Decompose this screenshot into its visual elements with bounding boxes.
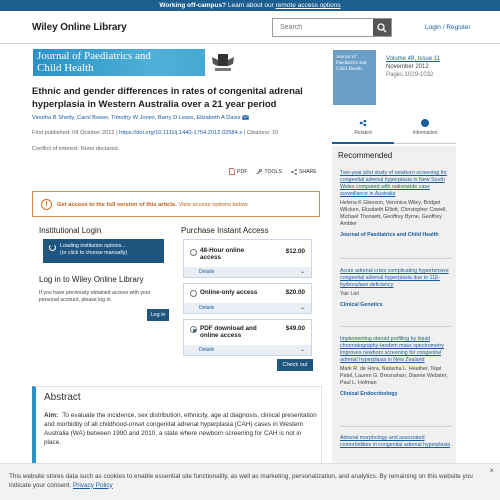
recommended-title-link[interactable]: Two-year pilot study of newborn screening for congenital adrenal hyperplasia in New South Wales compared with nationwide case surveillance in Australia bbox=[340, 170, 447, 197]
option-label bbox=[200, 247, 244, 261]
cookie-text bbox=[9, 473, 479, 490]
chevron-down-icon: ⌄ bbox=[299, 305, 305, 311]
issue-pages: Pages 1029-1032 bbox=[386, 72, 434, 78]
recommended-heading: Recommended bbox=[338, 151, 393, 160]
option-label bbox=[200, 325, 257, 339]
details-label: Details bbox=[199, 269, 215, 275]
purchase-option-online[interactable] bbox=[183, 283, 312, 314]
loading-spinner-icon bbox=[49, 244, 56, 251]
abstract-aim bbox=[44, 411, 319, 447]
option-label: Online-only access bbox=[200, 289, 258, 296]
option-label-line2: access bbox=[200, 254, 222, 261]
doi-link[interactable]: https://doi.org/10.1111/j.1440-1754.2012.02584.x bbox=[119, 130, 243, 136]
journal-badge bbox=[205, 49, 241, 76]
recommended-authors: Mark R. de Hora, Natasha L. Heather, Tejal Patel, Lauren G. Bresnahan, Dianne Webster, Paul L. Hofman bbox=[340, 366, 448, 386]
details-label: Details bbox=[199, 305, 215, 311]
remote-access-banner bbox=[0, 0, 500, 11]
recommended-journal[interactable]: Journal of Paediatrics and Child Health bbox=[340, 232, 439, 238]
author-names[interactable]: Vinutha B Shetty, Carol Bower, Timothy W Jones, Barry D Lewis, Elizabeth A Davis bbox=[32, 115, 241, 121]
recommended-authors: Helena K Gleeson, Veronica Wiley, Bridget Wilcken, Elizabeth Elliott, Christopher Cowell, Michael Thonsett, Geoffrey Byrne, Geoffrey Ambler bbox=[340, 200, 447, 227]
access-notice bbox=[32, 191, 320, 217]
institution-loading-text: Loading institution options... bbox=[60, 243, 126, 249]
recommended-panel bbox=[332, 146, 456, 500]
recommended-item bbox=[340, 170, 452, 239]
recommended-journal[interactable]: Clinical Genetics bbox=[340, 302, 383, 308]
option-details-toggle[interactable] bbox=[184, 267, 311, 277]
divider bbox=[340, 426, 452, 427]
article-title: Ethnic and gender differences in rates of congenital adrenal hyperplasia in Western Australia over a 21 year period bbox=[32, 86, 303, 110]
tab-related-label: Related bbox=[354, 130, 372, 136]
cookie-banner bbox=[0, 463, 500, 500]
access-message-rest[interactable]: View access options below. bbox=[176, 202, 249, 208]
recommended-item bbox=[340, 336, 452, 398]
wol-login-heading: Log in to Wiley Online Library bbox=[39, 275, 144, 284]
conflict-of-interest: Conflict of interest: None declared. bbox=[32, 146, 120, 152]
recommended-item bbox=[340, 435, 452, 449]
purchase-option-48hour[interactable] bbox=[183, 239, 312, 278]
first-published-label: First published: bbox=[32, 130, 73, 136]
option-radio-selected[interactable] bbox=[190, 326, 197, 333]
banner-bold-text: Working off-campus? bbox=[159, 2, 227, 9]
tools-button[interactable] bbox=[256, 168, 282, 175]
tab-information[interactable] bbox=[394, 115, 456, 144]
author-list bbox=[32, 115, 322, 121]
divider bbox=[340, 326, 452, 327]
login-register-link[interactable]: Login / Register bbox=[425, 24, 471, 31]
institution-choose-text: (or click to choose manually) bbox=[60, 250, 128, 256]
pdf-button[interactable] bbox=[229, 168, 247, 175]
cookie-message: This website stores data such as cookies to enable essential site functionality, as well as marketing, personalization, and analytics. By remaining on this website you indicate your consent. bbox=[9, 473, 473, 489]
abstract-heading: Abstract bbox=[44, 392, 81, 403]
institutional-login-heading: Institutional Login bbox=[39, 226, 102, 235]
first-published-date: 08 October 2012 bbox=[72, 130, 115, 136]
option-price: $49.00 bbox=[285, 325, 305, 332]
issue-date: November 2012 bbox=[386, 64, 429, 70]
volume-issue-link[interactable]: Volume 48, Issue 11 bbox=[386, 56, 440, 62]
banner-text: Learn about our bbox=[226, 2, 276, 9]
option-radio[interactable] bbox=[190, 290, 197, 297]
tab-related[interactable] bbox=[332, 115, 394, 144]
close-icon[interactable]: × bbox=[489, 466, 494, 475]
access-message bbox=[57, 202, 249, 208]
search-input[interactable] bbox=[273, 19, 375, 36]
tab-information-label: Information bbox=[412, 130, 438, 136]
recommended-title-link[interactable]: Implementing steroid profiling by liquid chromatography-tandem mass spectrometry improves newborn screening for congenital adrenal hyperplasia in New Zealand bbox=[340, 336, 444, 363]
chevron-down-icon: ⌄ bbox=[299, 269, 305, 275]
wol-login-text: If you have previously obtained access with your personal account, please log in. bbox=[39, 290, 151, 303]
institution-selector[interactable] bbox=[43, 239, 164, 263]
divider bbox=[340, 258, 452, 259]
option-label-line1: 48-Hour online bbox=[200, 247, 245, 254]
purchase-option-pdf[interactable] bbox=[183, 319, 312, 356]
cover-title: Journal of Paediatrics and Child Health bbox=[336, 55, 367, 72]
recommended-journal[interactable]: Clinical Endocrinology bbox=[340, 391, 398, 397]
journal-title bbox=[37, 51, 151, 74]
option-details-toggle[interactable] bbox=[184, 303, 311, 313]
search-icon bbox=[377, 23, 387, 33]
site-logo[interactable]: Wiley Online Library bbox=[32, 22, 127, 33]
pdf-label: PDF bbox=[237, 168, 248, 175]
recommended-title-link[interactable]: Acute adrenal crisis complicating hypertensive congenital adrenal hyperplasia due to 11β-hydroxylase deficiency bbox=[340, 268, 449, 288]
journal-title-line1: Journal of Paediatrics and bbox=[37, 50, 151, 62]
recommended-authors: Yair Liel bbox=[340, 291, 359, 297]
issue-info bbox=[386, 55, 440, 79]
recommended-item bbox=[340, 268, 452, 309]
option-label-line1: PDF download and bbox=[200, 325, 257, 332]
purchase-heading: Purchase Instant Access bbox=[181, 226, 269, 235]
option-price: $20.00 bbox=[285, 289, 305, 296]
option-label-line2: online access bbox=[200, 332, 242, 339]
tools-label: TOOLS bbox=[264, 168, 282, 175]
privacy-policy-link[interactable]: Privacy Policy bbox=[72, 481, 113, 489]
share-button[interactable] bbox=[291, 168, 317, 175]
option-price: $12.00 bbox=[285, 248, 305, 255]
journal-title-line2: Child Health bbox=[37, 61, 94, 74]
wrench-icon bbox=[256, 169, 262, 175]
recommended-title-link[interactable]: Adrenal morphology and associated comorbidities in congenital adrenal hyperplasia bbox=[340, 435, 451, 448]
info-icon bbox=[421, 119, 429, 127]
journal-banner[interactable] bbox=[33, 49, 241, 76]
sidebar-tabs bbox=[332, 115, 456, 144]
search-bar bbox=[272, 18, 392, 37]
email-icon[interactable] bbox=[242, 115, 249, 120]
article-tools bbox=[229, 168, 317, 175]
option-radio[interactable] bbox=[190, 249, 197, 256]
related-icon bbox=[359, 119, 367, 127]
aim-text: To evaluate the incidence, sex distribution, ethnicity, age at diagnosis, clinical presentation and morbidity of all childhood-onset congenital adrenal hyperplasia (CAH) cases in Western Australia (WA) between 1990 and 2010, a state where newborn screening for CAH is not in place. bbox=[44, 412, 317, 446]
search-button[interactable] bbox=[373, 19, 391, 36]
chevron-down-icon: ⌄ bbox=[299, 347, 305, 353]
share-label: SHARE bbox=[298, 168, 317, 175]
login-button[interactable]: Log in bbox=[147, 309, 169, 321]
citations-count[interactable]: Citations: 10 bbox=[246, 130, 279, 136]
society-crest-icon bbox=[208, 51, 238, 74]
remote-access-link[interactable]: remote access options bbox=[275, 2, 341, 9]
option-details-toggle[interactable] bbox=[184, 345, 311, 355]
details-label: Details bbox=[199, 347, 215, 353]
publication-info: First published: 08 October 2012 | https://doi.org/10.1111/j.1440-1754.2012.02584.x | Citations: 10 bbox=[32, 130, 279, 136]
pdf-icon bbox=[229, 168, 235, 175]
issue-cover[interactable] bbox=[333, 50, 376, 105]
alert-icon: ! bbox=[41, 199, 52, 210]
access-message-bold: Get access to the full version of this article. bbox=[57, 202, 177, 208]
checkout-button[interactable]: Check out bbox=[277, 359, 313, 371]
share-icon bbox=[291, 169, 297, 175]
aim-label: Aim: bbox=[44, 412, 59, 419]
site-header bbox=[0, 11, 500, 44]
